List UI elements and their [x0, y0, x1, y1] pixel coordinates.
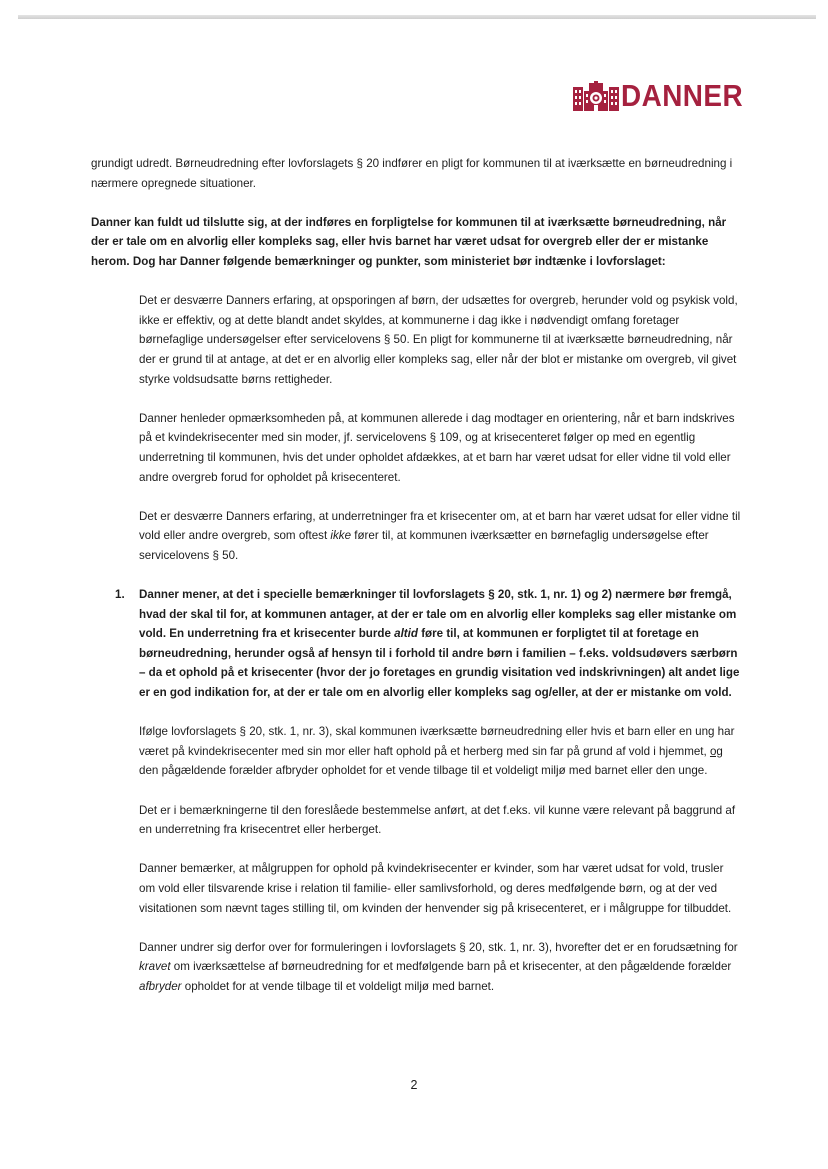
text-run: fører til, at kommunen iværksætter en børnefaglig undersøgelse efter servicelovens § 50.: [139, 529, 709, 562]
paragraph-intro: grundigt udredt. Børneudredning efter lovforslagets § 20 indfører en pligt for kommunen til at iværksætte en børneudredning i nærmere opregnede situationer.: [91, 157, 733, 190]
page-number: 2: [410, 1078, 418, 1092]
underlined-text: og: [709, 744, 723, 758]
text-run: den pågældende forælder afbryder opholdet for et vende tilbage til et voldeligt miljø med barnet eller den unge.: [139, 764, 708, 778]
danner-logo: [573, 76, 757, 116]
paragraph-orientering: Danner henleder opmærksomheden på, at kommunen allerede i dag modtager en orientering, når et barn indskrives på et kvindekrisecenter med sin moder, jf. servicelovens § 109, og at krisecenteret følger op med en egentlig underretning til kommunen, hvis det under opholdet afdækkes, at et barn har været udsat for eller vidne til vold eller andre overgreb forud for opholdet på krisecenteret.: [139, 411, 735, 484]
numbered-item-1: [115, 585, 741, 703]
emphasis-text: kravet: [139, 960, 171, 974]
text-run: Ifølge lovforslagets § 20, stk. 1, nr. 3), skal kommunen iværksætte børneudredning eller hvis et barn eller en ung har været på kvindekrisecenter med sin mor eller haft ophold på et herberg med sin far på grund af vold i hjemmet,: [139, 725, 735, 758]
emphasis-text: afbryder: [139, 979, 182, 993]
paragraph-underretninger: [139, 507, 741, 566]
text-run: føre til, at kommunen er forpligtet til at foretage en børneudredning, herunder også af hensyn til i forhold til andre børn i familien – f.eks. voldsudøvers særbørn – da et ophold på et krisecenter (hvor der jo foretages en grundig visitation ved indskrivningen) alt andet lige er en god indikation for, at der er tale om en alvorlig eller kompleks sag og/eller, at der er mistanke om vold.: [139, 627, 740, 700]
paragraph-ifolge: [139, 722, 741, 781]
building-logo-icon: [573, 81, 619, 111]
paragraph-maalgruppe: Danner bemærker, at målgruppen for ophold på kvindekrisecenter er kvinder, som har været udsat for vold, trusler om vold eller tilsvarende krise i relation til familie- eller samlivsforhold, og deres medfølgende børn, og at der ved visitationen som nævnt tages stilling til, om kvinden der henvender sig på krisecenteret, er i målgruppe for tilbuddet.: [139, 862, 732, 915]
list-number: 1.: [115, 588, 125, 602]
logo-text: DANNER: [621, 78, 744, 113]
paragraph-bemaerkninger: Det er i bemærkningerne til den foreslåede bestemmelse anført, at det f.eks. vil kunne være relevant på baggrund af en underretning fra krisecentret eller herberget.: [139, 803, 736, 837]
paragraph-position-statement: Danner kan fuldt ud tilslutte sig, at der indføres en forpligtelse for kommunen til at iværksætte børneudredning, når der er tale om en alvorlig eller kompleks sag, eller hvis barnet har været udsat for overgreb eller der er mistanke herom. Dog har Danner følgende bemærkninger og punkter, som ministeriet bør indtænke i lovforslaget:: [91, 215, 727, 268]
text-run: om iværksættelse af børneudredning for et medfølgende barn på et krisecenter, at den pågældende forælder: [170, 960, 732, 974]
text-run: opholdet for at vende tilbage til et voldeligt miljø med barnet.: [181, 979, 495, 993]
paragraph-opsporing: Det er desværre Danners erfaring, at opsporingen af børn, der udsættes for overgreb, herunder vold og psykisk vold, ikke er effektiv, og at dette blandt andet skyldes, at kommunerne i dag ikke i nødvendigt omfang foretager børnefaglige undersøgelser efter servicelovens § 50. En pligt for kommunerne til at iværksætte børneudredning, når der er grund til at antage, at det er en alvorlig eller kompleks sag, eller når der blot er mistanke om overgreb, vil givet styrke voldsudsatte børns rettigheder.: [139, 294, 738, 386]
text-run: Danner mener, at det i specielle bemærkninger til lovforslagets § 20, stk. 1, nr. 1) og 2) nærmere bør fremgå, hvad der skal til for, at kommunen antager, at der er tale om en alvorlig eller kompleks sag eller mistanke om vold. En underretning fra et krisecenter burde: [139, 588, 737, 641]
paragraph-undrer: [139, 938, 741, 997]
letter-body: [91, 154, 741, 1016]
emphasis-text: ikke: [330, 529, 352, 543]
text-run: Danner undrer sig derfor over for formuleringen i lovforslagets § 20, stk. 1, nr. 3), hvorefter det er en forudsætning for: [139, 940, 738, 954]
scan-edge-bar: [18, 15, 816, 19]
text-run: Det er desværre Danners erfaring, at underretninger fra et krisecenter om, at et barn har været udsat for eller vidne til vold eller andre overgreb, som oftest: [139, 509, 741, 543]
emphasis-text: altid: [394, 627, 418, 641]
